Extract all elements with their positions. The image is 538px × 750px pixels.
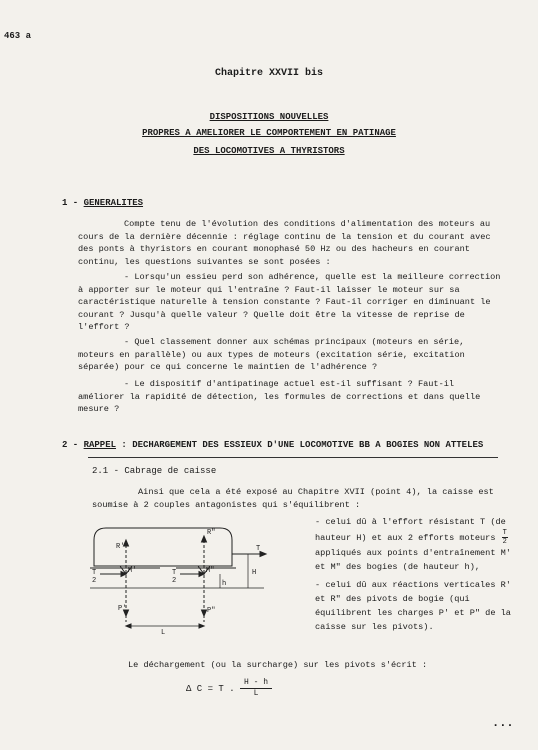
paragraph-intro: Compte tenu de l'évolution des conditions d'alimentation des moteurs au cours de la dernière décennie : réglage continu de la tension et du courant avec des ponts à thyristors en courant monophasé 50 Hz ou des hacheurs en courant continu, les questions suivantes se sont posées : <box>78 219 491 267</box>
label-R2: R" <box>207 529 216 537</box>
list-item-1 <box>315 515 515 574</box>
section-1-number: 1 - <box>62 198 79 208</box>
arrow-L-left <box>126 624 131 628</box>
formula <box>186 678 272 699</box>
label-T2-right-d: 2 <box>172 577 177 585</box>
formula-lhs: Δ C = T . <box>186 683 235 694</box>
paragraph-question-1: - Lorsqu'un essieu perd son adhérence, quelle est la meilleure correction à apporter sur le moteur qui l'entraîne ? Faut-il laisser le moteur sur sa caractéristique naturelle à tension constante ? Faut-il corriger en diminuant le courant ? Jusqu'à quelle valeur ? Quelle doit être la vitesse de reprise de l'effort ? <box>78 272 501 332</box>
section-2-number: 2 - <box>62 440 79 450</box>
paragraph-formula-intro: Le déchargement (ou la surcharge) sur les pivots s'écrit : <box>128 660 428 670</box>
paragraph-question-2: - Quel classement donner aux schémas principaux (moteurs en série, moteurs en parallèle) ou aux types de moteurs (excitation série, excitation séparée) pour ce qui concerne le maintien de l'adhérence ? <box>78 337 465 372</box>
label-P1: P' <box>118 605 127 613</box>
subtitle-line-3: DES LOCOMOTIVES A THYRISTORS <box>193 146 345 156</box>
section-2-rappel: RAPPEL <box>83 440 117 450</box>
page-number: 463 a <box>4 31 32 41</box>
label-R1: R' <box>116 543 125 551</box>
section-2-heading <box>62 440 483 450</box>
section-2-title: : DECHARGEMENT DES ESSIEUX D'UNE LOCOMOTIVE BB A BOGIES NON ATTELES <box>121 440 484 450</box>
formula-denominator: L <box>253 689 259 698</box>
arrow-P2 <box>202 610 207 616</box>
fraction-numerator: T <box>502 529 507 537</box>
section-1-title: GENERALITES <box>83 198 144 208</box>
continuation-dots: ... <box>492 716 514 730</box>
subtitle-line-1: DISPOSITIONS NOUVELLES <box>209 112 329 122</box>
section-2-underline <box>88 457 498 458</box>
label-M1: M' <box>128 567 137 575</box>
paragraph-cabrage: Ainsi que cela a été exposé au Chapitre XVII (point 4), la caisse est soumise à 2 couples antagonistes qui s'équilibrent : <box>92 487 494 510</box>
arrow-R2 <box>202 536 207 542</box>
formula-fraction <box>240 678 272 699</box>
label-T: T <box>256 545 261 553</box>
arrow-L-right <box>199 624 204 628</box>
arrow-T <box>260 552 266 557</box>
subtitle-line-2: PROPRES A AMELIORER LE COMPORTEMENT EN PATINAGE <box>142 128 396 138</box>
label-T2-right-n: T <box>172 569 177 577</box>
label-h: h <box>222 580 227 588</box>
label-H: H <box>252 569 257 577</box>
label-T2-left-d: 2 <box>92 577 97 585</box>
force-diagram <box>88 522 308 634</box>
t-over-2-fraction <box>502 529 508 546</box>
subsection-heading: 2.1 - Cabrage de caisse <box>92 466 217 476</box>
label-L: L <box>161 629 166 634</box>
chapter-title: Chapitre XXVII bis <box>214 68 324 79</box>
fraction-denominator: 2 <box>502 538 507 546</box>
forces-list <box>315 515 515 638</box>
label-T2-left-n: T <box>92 569 97 577</box>
list-item-1-text-b: appliqués aux points d'entraînement M' et M" des bogies (de hauteur h), <box>315 548 511 572</box>
label-M2: M" <box>206 567 215 575</box>
paragraph-question-3: - Le dispositif d'antipatinage actuel est-il suffisant ? Faut-il améliorer la rapidité de détection, les formules de corrections et dans quelle mesure ? <box>78 379 481 414</box>
formula-numerator: H - h <box>240 678 272 689</box>
list-item-2: - celui dû aux réactions verticales R' et R" des pivots de bogie (qui équilibrent les charges P' et P" de la caisse sur les pivots). <box>315 580 511 632</box>
list-item-1-text-a: - celui dû à l'effort résistant T (de hauteur H) et aux 2 efforts moteurs <box>315 517 506 543</box>
section-1-heading <box>62 198 143 208</box>
label-P2: P" <box>207 607 216 615</box>
